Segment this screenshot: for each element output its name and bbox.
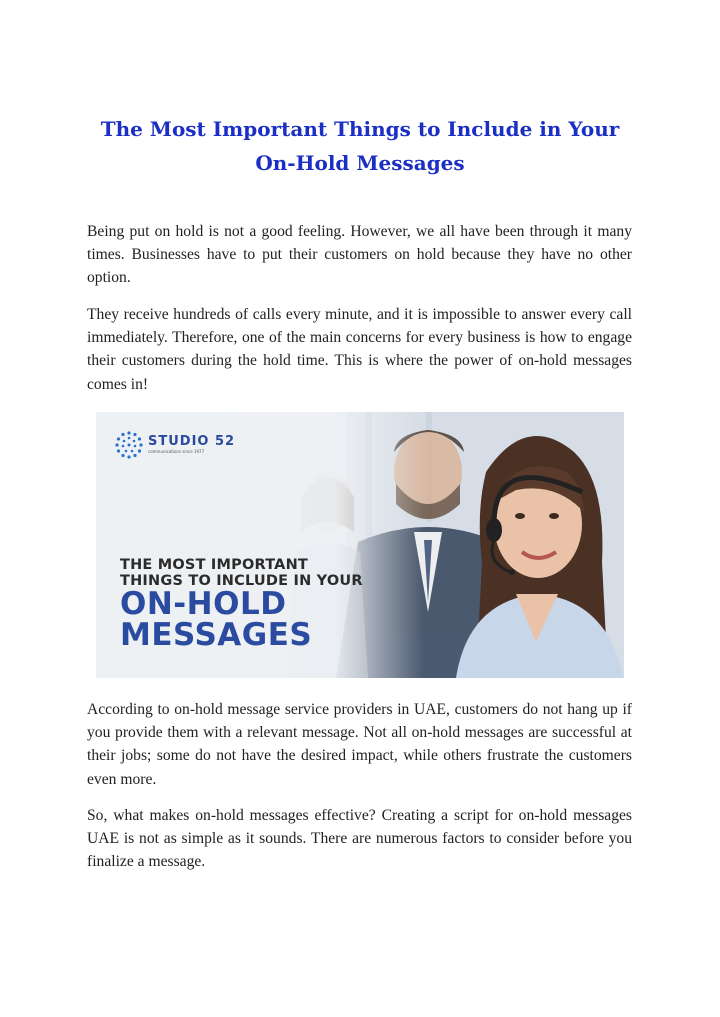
logo-dots-icon [114,430,144,460]
paragraph-providers: According to on-hold message service providers in UAE, customers do not hang up if you provide them with a relevant message. Not all on-hold messages are successful at their jobs; some do not have the desired impact, while others frustrate the customers even more. [87,701,632,788]
title-line-1: The Most Important Things to Include in Your [100,117,620,141]
banner-headline-big-2: MESSAGES [120,617,313,653]
logo-name: STUDIO 52 [148,434,236,449]
title-line-2: On-Hold Messages [255,151,465,175]
banner-image [96,412,624,678]
logo-tagline: communications since 1977 [148,449,205,454]
banner-headline-line-1: THE MOST IMPORTANT [120,557,309,573]
document-title [60,112,660,180]
banner-headline-line-2: THINGS TO INCLUDE IN YOUR [120,572,363,589]
banner-headline-big-1: ON-HOLD [120,586,287,622]
paragraph-intro: Being put on hold is not a good feeling. However, we all have been through it many times. Businesses have to put their customers on hold because they have no other option. [87,223,632,287]
paragraph-effective: So, what makes on-hold messages effective? Creating a script for on-hold messages UAE is not as simple as it sounds. There are numerous factors to consider before you finalize a message. [87,807,632,871]
studio52-logo [114,430,235,460]
paragraph-calls: They receive hundreds of calls every minute, and it is impossible to answer every call immediately. Therefore, one of the main concerns for every business is how to engage their customers during the hold time. This is where the power of on-hold messages comes in! [87,306,632,393]
banner-headline [120,558,363,651]
